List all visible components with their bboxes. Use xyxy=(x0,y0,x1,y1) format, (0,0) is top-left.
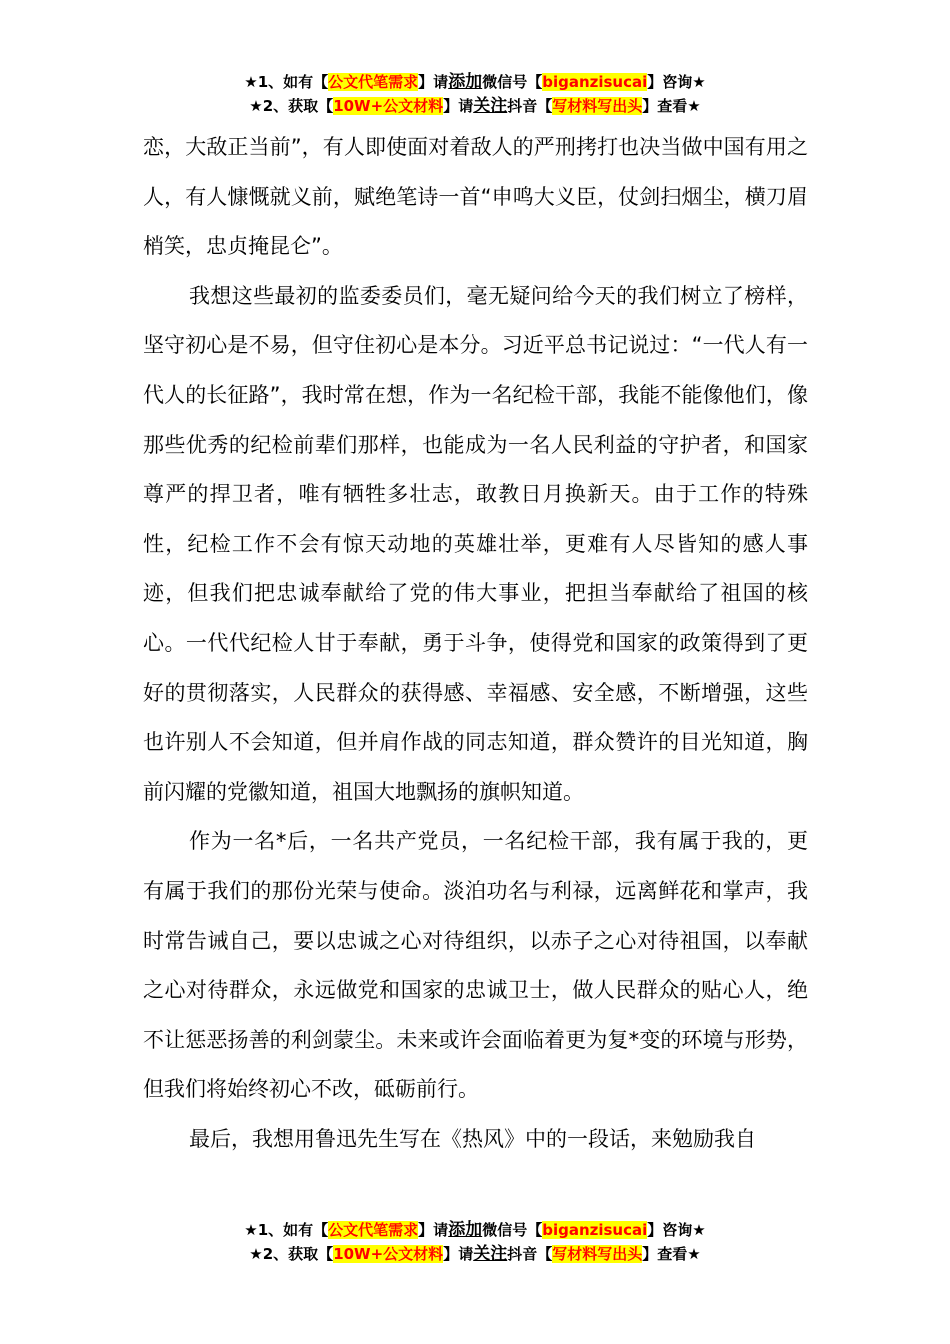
banner-text: ★2、获取【 xyxy=(249,97,334,115)
banner-text: 微信号【 xyxy=(482,1221,543,1239)
paragraph: 作为一名*后，一名共产党员，一名纪检干部，我有属于我的，更有属于我们的那份光荣与使命。淡泊功名与利禄，远离鲜花和掌声，我时常告诫自己，要以忠诚之心对待组织，以赤子之心对待祖国，以奉献之心对待群众，永远做党和国家的忠诚卫士，做人民群众的贴心人，绝不让惩恶扬善的利剑蒙尘。未来或许会面临着更为复*变的环境与形势，但我们将始终初心不改，砥砺前行。 xyxy=(143,829,808,1102)
banner-line-1 xyxy=(0,70,950,94)
banner-text: ★1、如有【 xyxy=(244,1221,329,1239)
banner-highlight: 公文代笔需求 xyxy=(328,1221,419,1239)
banner-highlight: biganzisucai xyxy=(542,1221,648,1239)
banner-line-1 xyxy=(0,1218,950,1242)
banner-highlight: 10W+公文材料 xyxy=(333,97,444,115)
banner-text: 】请 xyxy=(443,97,474,115)
header-banner xyxy=(0,70,950,118)
banner-text: 】请 xyxy=(418,1221,449,1239)
banner-text: 】咨询★ xyxy=(647,1221,706,1239)
banner-underlined: 关注 xyxy=(473,1244,508,1264)
paragraph: 恋，大敌正当前”，有人即使面对着敌人的严刑拷打也决当做中国有用之人，有人慷慨就义前，赋绝笔诗一首“申鸣大义臣，仗剑扫烟尘，横刀眉梢笑，忠贞掩昆仑”。 xyxy=(143,135,808,259)
banner-text: 】请 xyxy=(443,1245,474,1263)
paragraph: 最后，我想用鲁迅先生写在《热风》中的一段话，来勉励我自 xyxy=(189,1126,756,1151)
banner-highlight: 公文代笔需求 xyxy=(328,73,419,91)
banner-text: 抖音【 xyxy=(507,1245,553,1263)
banner-text: ★2、获取【 xyxy=(249,1245,334,1263)
banner-underlined: 添加 xyxy=(448,1220,483,1240)
footer-banner xyxy=(0,1218,950,1266)
banner-line-2 xyxy=(0,94,950,118)
banner-underlined: 添加 xyxy=(448,72,483,92)
banner-highlight: biganzisucai xyxy=(542,73,648,91)
banner-highlight: 写材料写出头 xyxy=(552,1245,643,1263)
banner-highlight: 10W+公文材料 xyxy=(333,1245,444,1263)
banner-text: 】查看★ xyxy=(642,1245,701,1263)
banner-text: 微信号【 xyxy=(482,73,543,91)
banner-underlined: 关注 xyxy=(473,96,508,116)
banner-text: 抖音【 xyxy=(507,97,553,115)
document-body xyxy=(143,123,808,1164)
banner-text: 】请 xyxy=(418,73,449,91)
banner-line-2 xyxy=(0,1242,950,1266)
banner-highlight: 写材料写出头 xyxy=(552,97,643,115)
banner-text: 】查看★ xyxy=(642,97,701,115)
banner-text: ★1、如有【 xyxy=(244,73,329,91)
paragraph: 我想这些最初的监委委员们，毫无疑问给今天的我们树立了榜样，坚守初心是不易，但守住初心是本分。习近平总书记说过：“一代人有一代人的长征路”，我时常在想，作为一名纪检干部，我能不能像他们，像那些优秀的纪检前辈们那样，也能成为一名人民利益的守护者，和国家尊严的捍卫者，唯有牺牲多壮志，敢教日月换新天。由于工作的特殊性，纪检工作不会有惊天动地的英雄壮举，更难有人尽皆知的感人事迹，但我们把忠诚奉献给了党的伟大事业，把担当奉献给了祖国的核心。一代代纪检人甘于奉献，勇于斗争，使得党和国家的政策得到了更好的贯彻落实，人民群众的获得感、幸福感、安全感，不断增强，这些也许别人不会知道，但并肩作战的同志知道，群众赞许的目光知道，胸前闪耀的党徽知道，祖国大地飘扬的旗帜知道。 xyxy=(143,283,808,804)
banner-text: 】咨询★ xyxy=(647,73,706,91)
